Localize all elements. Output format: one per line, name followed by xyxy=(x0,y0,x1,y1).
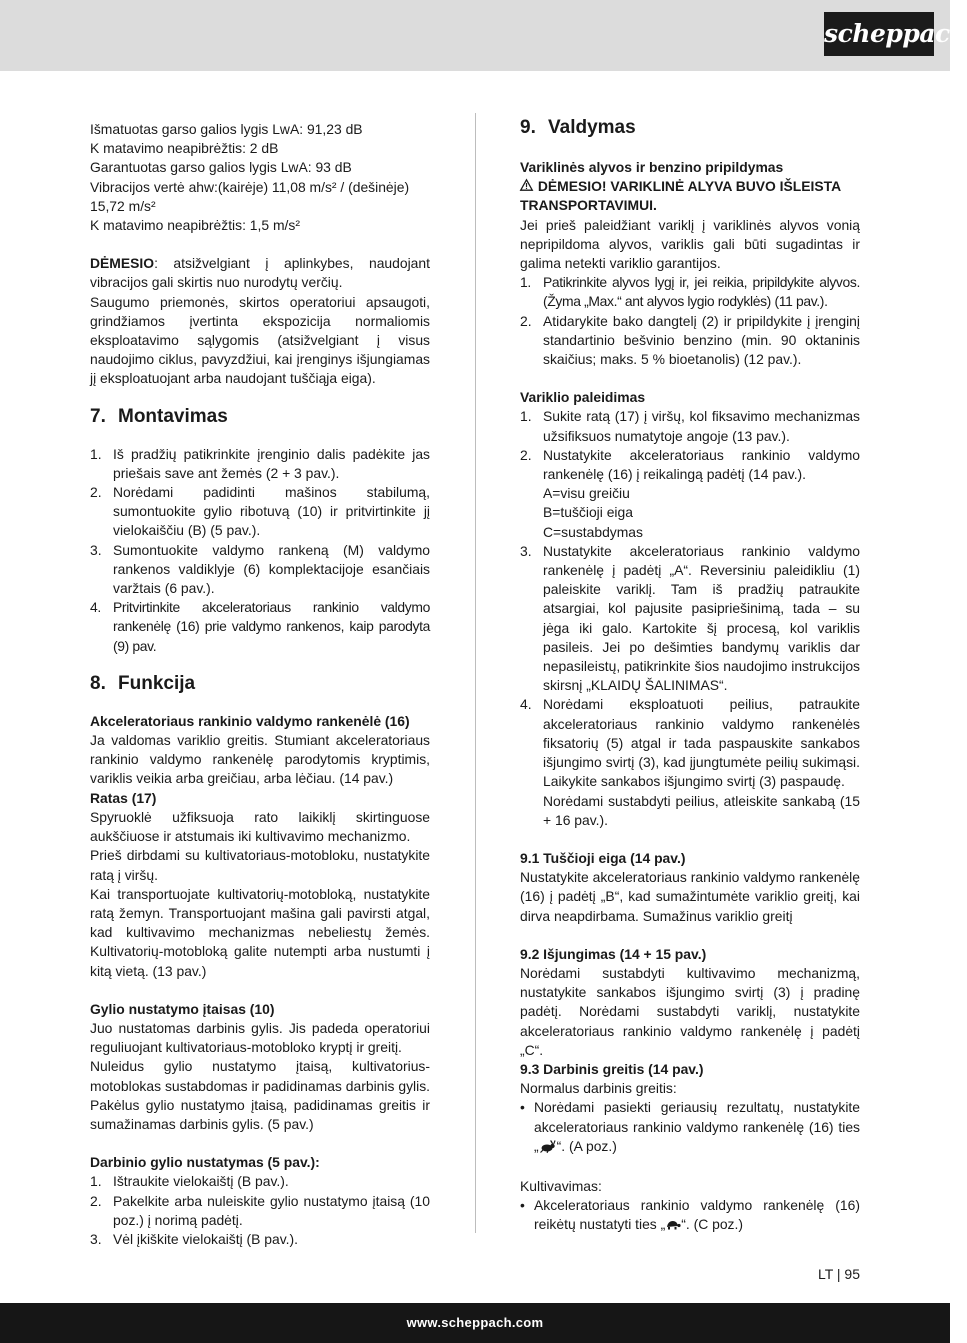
list-item: • Akceleratoriaus rankinio valdymo rankenėlę (16) reikėtų nustatyti ties „ “. (C poz.) xyxy=(520,1196,860,1235)
start-list xyxy=(520,407,860,829)
oil-paragraph: Jei prieš paleidžiant variklį į variklinės alyvos vonią nepripildoma alyvos, variklis gali būti sugadintas ir galima netekti variklio garantijos. xyxy=(520,216,860,272)
wheel-paragraph: Prieš dirbdami su kultivatoriaus-motobloku, nustatykite ratą į viršų. xyxy=(90,847,430,883)
attention-text: : atsižvelgiant į aplinkybes, naudojant vibracijos gali skirtis nuo nurodytų verčių. xyxy=(90,255,430,291)
wheel-paragraph: Kai transportuojate kultivatorių-motobloką, nustatykite ratą žemyn. Transportuojant mašina gali pavirsti atgal, kad kultivavimo mechanizmas nebeliestų žemės. Kultivatorių-motobloką galite nutempti arba nustumti į kitą vietą. (13 pav.) xyxy=(90,885,430,979)
off-heading: 9.2 Išjungimas (14 + 15 pav.) xyxy=(520,945,707,962)
sub-line: B=tuščioji eiga xyxy=(543,504,633,521)
throttle-paragraph: Ja valdomas variklio greitis. Stumiant akceleratoriaus rankinio valdymo rankenėlę parodytomis kryptimis, variklis veikia arba greičiau, arba lėčiau. (14 pav.) xyxy=(90,732,430,787)
page-footer xyxy=(0,1303,950,1343)
idle-paragraph: Nustatykite akceleratoriaus rankinio valdymo rankenėlę (16) į padėtį „B“, kad sumažintumėte variklio greitį, kai dirva neapdirbama. Sumažinus variklio greitį xyxy=(520,869,860,924)
assembly-list xyxy=(90,445,430,656)
attention-label: DĖMESIO xyxy=(90,255,155,272)
list-item: 3. Vėl įkiškite vielokaištį (B pav.). xyxy=(90,1230,299,1247)
noise-vibration-values xyxy=(90,120,430,235)
section-9-heading: 9. Valdymas xyxy=(520,117,636,138)
page-number: LT | 95 xyxy=(817,1266,860,1282)
list-item: 1. Sukite ratą (17) į viršų, kol fiksavimo mechanizmas užsifiksuos numatytoje angoje (13 pav.). xyxy=(520,408,860,444)
depth-heading: Gylio nustatymo įtaisas (10) xyxy=(90,1000,275,1017)
list-item: 3. Nustatykite akceleratoriaus rankinio valdymo rankenėlę į padėtį „A“. Reversiniu paleidikliu (1) paleiskite variklį. Tam iš pradžių patraukite atsargiai, kol pajusite pasipriešinimą, tada – su jėga iki galo. Kartokite šį procesą, kol variklis pasileis. Jei po dešimties bandymų variklis dar nepasileistų, patikrinkite šios naudojimo instrukcijos skirsnį „KLAIDŲ ŠALINIMAS“. xyxy=(520,542,860,694)
right-column xyxy=(520,116,860,1236)
list-item: 3. Sumontuokite valdymo rankeną (M) valdymo rankenos valdiklyje (6) komplektacijoje esančiais varžtais (6 pav.). xyxy=(90,541,430,597)
website-link[interactable]: www.scheppach.com xyxy=(406,1315,544,1330)
section-8-heading: 8. Funkcija xyxy=(90,672,196,694)
idle-heading: 9.1 Tuščioji eiga (14 pav.) xyxy=(520,849,686,866)
list-item: 2. Atidarykite bako dangtelį (2) ir pripildykite į įrenginį standartinio bešvinio benzino (min. 90 oktaninis skaičius; maks. 5 % bioetanolis) (12 pav.). xyxy=(520,312,860,368)
warning-line: DĖMESIO! VARIKLINĖ ALYVA BUVO IŠLEISTA TRANSPORTAVIMUI. xyxy=(520,178,841,214)
sub-line: C=sustabdymas xyxy=(543,523,643,540)
speed-paragraph: Normalus darbinis greitis: xyxy=(520,1080,677,1097)
start-heading: Variklio paleidimas xyxy=(520,389,646,406)
cultivation-paragraph: Kultivavimas: xyxy=(520,1177,602,1194)
warning-triangle-icon xyxy=(520,177,534,196)
work-depth-list xyxy=(90,1172,430,1249)
speed-list xyxy=(520,1098,860,1158)
text-line: K matavimo neapibrėžtis: 1,5 m/s² xyxy=(90,217,300,234)
oil-list xyxy=(520,273,860,369)
attention-paragraph xyxy=(90,254,430,292)
list-item: • Norėdami pasiekti geriausių rezultatų, nustatykite akceleratoriaus rankinio valdymo rankenėlę (16) ties „ “. (A poz.) xyxy=(520,1098,860,1158)
sub-line: A=visu greičiu xyxy=(543,485,630,502)
turtle-icon xyxy=(665,1216,681,1235)
left-column xyxy=(90,120,430,1249)
section-7-heading: 7. Montavimas xyxy=(90,405,228,427)
scheppach-logo: scheppach xyxy=(824,12,934,56)
speed-heading: 9.3 Darbinis greitis (14 pav.) xyxy=(520,1060,704,1077)
list-item: 2. Pakelkite arba nuleiskite gylio nustatymo įtaisą (10 poz.) į norimą padėtį. xyxy=(90,1192,430,1228)
safety-paragraph: Saugumo priemonės, skirtos operatoriui apsaugoti, grindžiamos įvertinta ekspozicija normaliomis eksploatavimo sąlygomis (atsižvelgiant į visus naudojimo ciklus, pavyzdžiui, kai įrenginys išjungiamas jį eksploatuojant arba naudojant tuščiąja eiga). xyxy=(90,293,430,387)
list-item: 1. Patikrinkite alyvos lygį ir, jei reikia, pripildykite alyvos. (Žyma „Max.“ ant alyvos lygio rodyklės) (11 pav.). xyxy=(520,274,860,310)
column-divider xyxy=(475,113,476,1233)
rabbit-icon xyxy=(539,1139,557,1158)
list-item: 4. Norėdami eksploatuoti peilius, patraukite akceleratoriaus rankinio valdymo rankenėlės fiksatorių (5) atgal ir tada paspauskite sankabos išjungimo svirtį (3), kad įjungtumėte peilių sukimąsi. Laikykite sankabos išjungimo svirtį (3) paspaudę. Norėdami sustabdyti peilius, atleiskite sankabą (15 + 16 pav.). xyxy=(520,695,860,829)
page-header xyxy=(0,0,967,71)
oil-heading: Variklinės alyvos ir benzino pripildymas xyxy=(520,159,784,175)
sub-line: Norėdami sustabdyti peilius, atleiskite sankabą (15 + 16 pav.). xyxy=(543,792,860,828)
depth-paragraph: Nuleidus gylio nustatymo įtaisą, kultivatorius-motoblokas sustabdomas ir padidinamas darbinis gylis. Pakėlus gylio nustatymo įtaisą, padidinamas greitis ir sumažinamas darbinis gylis. (5 pav.) xyxy=(90,1058,430,1132)
depth-paragraph: Juo nustatomas darbinis gylis. Jis padeda operatoriui reguliuojant kultivatoriaus-motobloko kryptį ir greitį. xyxy=(90,1019,430,1056)
text-line: Išmatuotas garso galios lygis LwA: 91,23 dB xyxy=(90,121,363,137)
list-item: 2. Nustatykite akceleratoriaus rankinio valdymo rankenėlę (16) į reikalingą padėtį (14 pav.). A=visu greičiu B=tuščioji eiga C=sustabdymas xyxy=(520,446,860,542)
wheel-heading: Ratas (17) xyxy=(90,789,157,806)
work-depth-heading: Darbinio gylio nustatymas (5 pav.): xyxy=(90,1154,320,1171)
list-item: 4. Pritvirtinkite akceleratoriaus rankinio valdymo rankenėlę (16) prie valdymo rankenos, kaip parodyta (9) pav. xyxy=(90,599,430,654)
text-line: K matavimo neapibrėžtis: 2 dB xyxy=(90,140,279,157)
list-item: 1. Ištraukite vielokaištį (B pav.). xyxy=(90,1173,289,1190)
throttle-heading: Akceleratoriaus rankinio valdymo rankenėlė (16) xyxy=(90,712,410,729)
cultivation-list xyxy=(520,1196,860,1235)
text-line: Vibracijos vertė ahw:(kairėje) 11,08 m/s² / (dešinėje) 15,72 m/s² xyxy=(90,178,410,214)
text-line: Garantuotas garso galios lygis LwA: 93 dB xyxy=(90,159,352,176)
wheel-paragraph: Spyruoklė užfiksuoja rato laikiklį skirtinguose aukščiuose ir atstumais iki kultivavimo mechanizmo. xyxy=(90,808,430,845)
list-item: 1. Iš pradžių patikrinkite įrenginio dalis padėkite jas priešais save ant žemės (2 + 3 pav.). xyxy=(90,445,430,481)
list-item: 2. Norėdami padidinti mašinos stabilumą, sumontuokite gylio ribotuvą (10) ir pritvirtinkite jį vielokaiščiu (B) (5 pav.). xyxy=(90,484,430,539)
off-paragraph: Norėdami sustabdyti kultivavimo mechanizmą, nustatykite sankabos išjungimo svirtį (3) į pradinę padėtį. Norėdami sustabdyti variklį, nustatykite akceleratoriaus rankinio valdymo rankenėlę į padėtį „C“. xyxy=(520,964,860,1058)
